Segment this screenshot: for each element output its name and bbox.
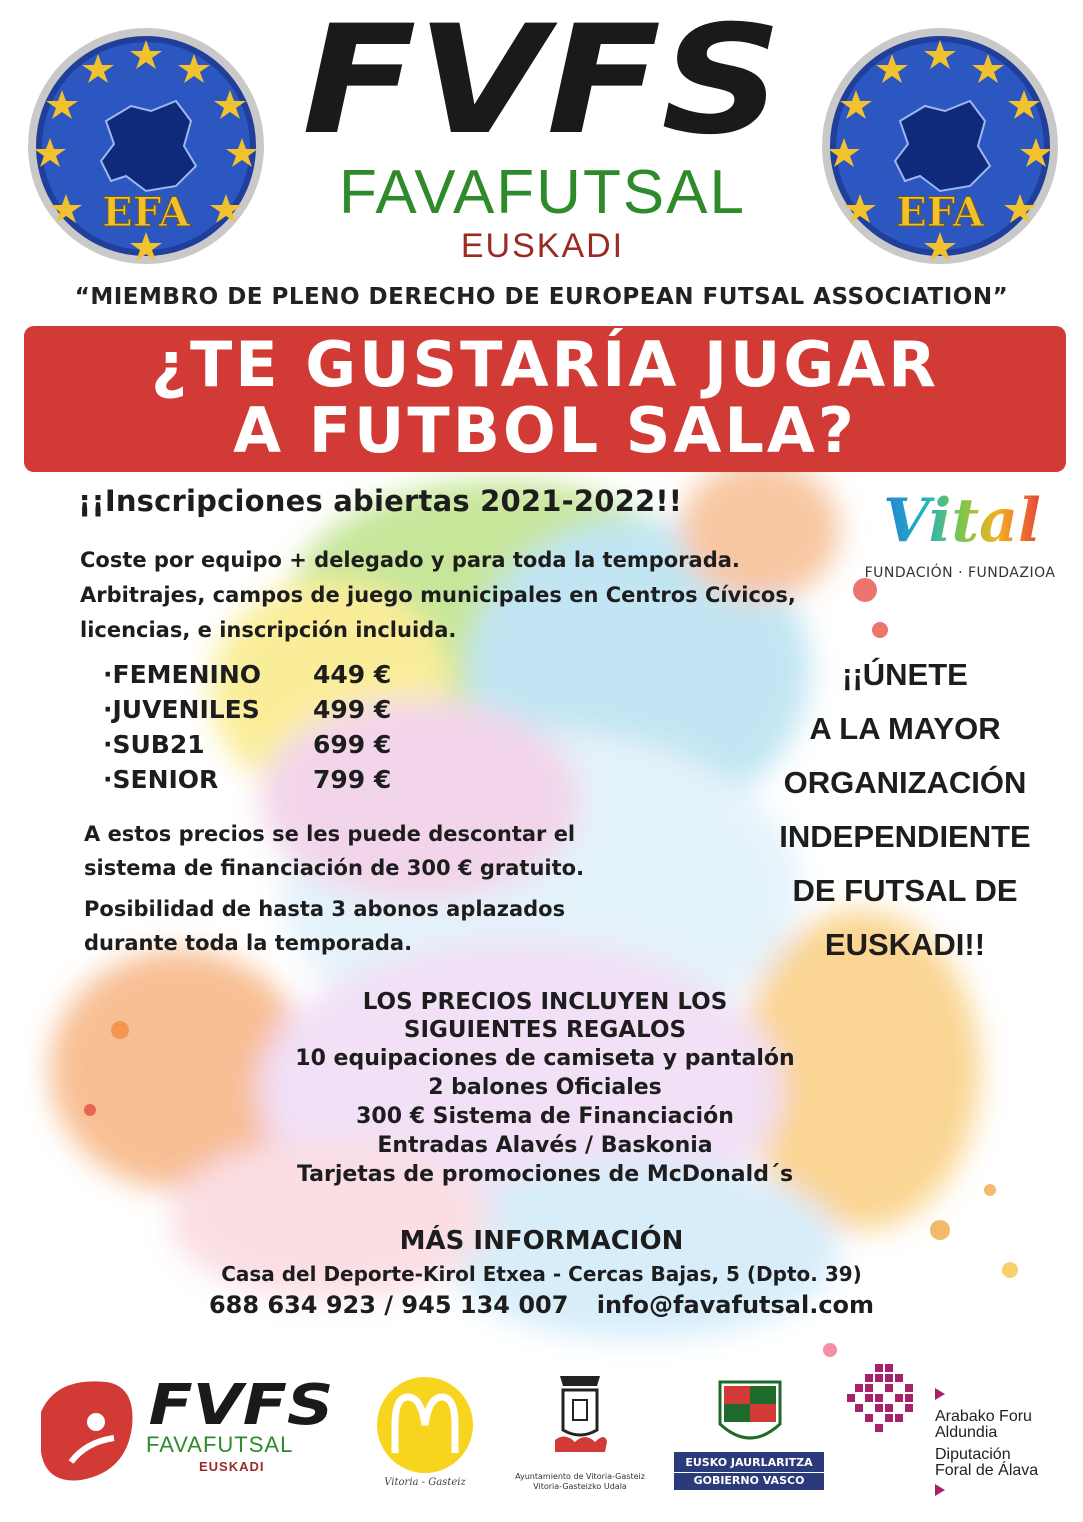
join-line: DE FUTSAL DE — [792, 873, 1018, 908]
europe-map-icon — [101, 101, 196, 191]
footer-euskadi-text: EUSKADI — [199, 1459, 265, 1474]
more-info-title: MÁS INFORMACIÓN — [399, 1226, 684, 1256]
price-row-sub21 — [103, 730, 403, 765]
mcdonalds-caption: Vitoria - Gasteiz — [384, 1477, 466, 1488]
diputacion-alava-logo — [845, 1362, 1065, 1502]
price-value: 799 € — [313, 765, 392, 794]
mcdonalds-arches-icon — [370, 1375, 480, 1475]
join-line: ORGANIZACIÓN — [783, 765, 1027, 800]
ayuntamiento-caption: Ayuntamiento de Vitoria-Gasteiz — [515, 1472, 645, 1481]
headline-banner — [24, 326, 1066, 472]
ayuntamiento-logo — [505, 1368, 655, 1498]
cost-line: Coste por equipo + delegado y para toda la temporada. — [80, 548, 740, 572]
pixel-cross-icon — [845, 1362, 925, 1442]
join-line: ¡¡ÚNETE — [842, 657, 968, 692]
price-category: ·SENIOR — [103, 765, 219, 794]
installments-line: Posibilidad de hasta 3 abonos aplazados — [84, 897, 566, 921]
price-category: ·FEMENINO — [103, 660, 262, 689]
join-line: A LA MAYOR — [809, 711, 1001, 746]
gift-item: 2 balones Oficiales — [428, 1075, 662, 1100]
diputacion-text: Diputación — [935, 1446, 1011, 1463]
gobierno-vasco-band — [674, 1452, 824, 1490]
contact-row — [0, 1291, 1083, 1319]
efa-badge-icon — [820, 26, 1060, 266]
address: Casa del Deporte-Kirol Etxea - Cercas Bajas, 5 (Dpto. 39) — [221, 1262, 862, 1286]
diputacion-text: Aldundia — [935, 1424, 998, 1441]
ayuntamiento-caption: Vitoria-Gasteizko Udala — [533, 1482, 627, 1491]
price-list — [103, 660, 403, 800]
cost-line: licencias, e inscripción incluida. — [80, 618, 457, 642]
europe-map-icon — [895, 101, 990, 191]
svg-text:EFA: EFA — [896, 189, 984, 236]
price-category: ·SUB21 — [103, 730, 205, 759]
footer-favafutsal-text: FAVAFUTSAL — [146, 1432, 294, 1457]
efa-badge-left — [26, 26, 266, 266]
installments-note — [84, 892, 664, 960]
gobierno-vasco-line: GOBIERNO VASCO — [674, 1472, 824, 1489]
arrow-right-icon — [935, 1388, 945, 1400]
gobierno-vasco-logo — [672, 1378, 828, 1494]
price-value: 499 € — [313, 695, 392, 724]
price-value: 449 € — [313, 660, 392, 689]
fvfs-logo — [295, 20, 790, 150]
price-value: 699 € — [313, 730, 392, 759]
efa-badge-icon — [26, 26, 266, 266]
favafutsal-title: FAVAFUTSAL — [338, 158, 746, 227]
gift-item: 10 equipaciones de camiseta y pantalón — [295, 1046, 795, 1071]
gifts-heading: SIGUIENTES REGALOS — [403, 1017, 687, 1043]
footer-fvfs-logo — [36, 1372, 336, 1492]
email-link[interactable]: info@favafutsal.com — [596, 1291, 875, 1319]
diputacion-text: Foral de Álava — [935, 1462, 1039, 1479]
installments-line: durante toda la temporada. — [84, 931, 413, 955]
mcdonalds-logo — [370, 1375, 480, 1495]
price-row-senior — [103, 765, 403, 800]
member-statement: “MIEMBRO DE PLENO DERECHO DE EUROPEAN FUTSAL ASSOCIATION” — [74, 284, 1009, 310]
banner-line-1: ¿TE GUSTARÍA JUGAR — [151, 328, 939, 401]
join-line: INDEPENDIENTE — [779, 819, 1031, 854]
discount-line: A estos precios se les puede descontar el — [84, 822, 576, 846]
join-callout — [765, 648, 1045, 972]
gift-item: Tarjetas de promociones de McDonald´s — [296, 1162, 794, 1187]
gift-item: Entradas Alavés / Baskonia — [377, 1133, 713, 1158]
vital-logo: Vital — [883, 486, 1041, 556]
efa-badge-right — [820, 26, 1060, 266]
cost-description — [80, 543, 860, 648]
svg-text:FVFS: FVFS — [302, 20, 782, 150]
join-line: EUSKADI!! — [824, 927, 986, 962]
banner-line-2: A FUTBOL SALA? — [233, 394, 857, 467]
svg-text:EFA: EFA — [102, 189, 190, 236]
phone-numbers[interactable]: 688 634 923 / 945 134 007 — [208, 1291, 569, 1319]
gobierno-vasco-line: EUSKO JAURLARITZA — [685, 1456, 813, 1469]
city-crest-icon — [505, 1368, 655, 1468]
gifts-heading: LOS PRECIOS INCLUYEN LOS — [362, 989, 728, 1015]
price-category: ·JUVENILES — [103, 695, 260, 724]
gift-item: 300 € Sistema de Financiación — [356, 1104, 734, 1129]
gifts-box — [290, 988, 800, 1189]
vital-subtitle: FUNDACIÓN · FUNDAZIOA — [864, 565, 1056, 581]
svg-text:FVFS: FVFS — [148, 1373, 334, 1438]
price-row-juveniles — [103, 695, 403, 730]
registration-heading: ¡¡Inscripciones abiertas 2021-2022!! — [78, 484, 683, 518]
price-row-femenino — [103, 660, 403, 695]
euskadi-title: EUSKADI — [460, 227, 625, 265]
cost-line: Arbitrajes, campos de juego municipales en Centros Cívicos, — [80, 583, 796, 607]
discount-note — [84, 817, 664, 885]
basque-shield-icon — [672, 1378, 828, 1452]
arrow-right-icon — [935, 1484, 945, 1496]
diputacion-text: Arabako Foru — [935, 1408, 1032, 1425]
discount-line: sistema de financiación de 300 € gratuito. — [84, 856, 585, 880]
